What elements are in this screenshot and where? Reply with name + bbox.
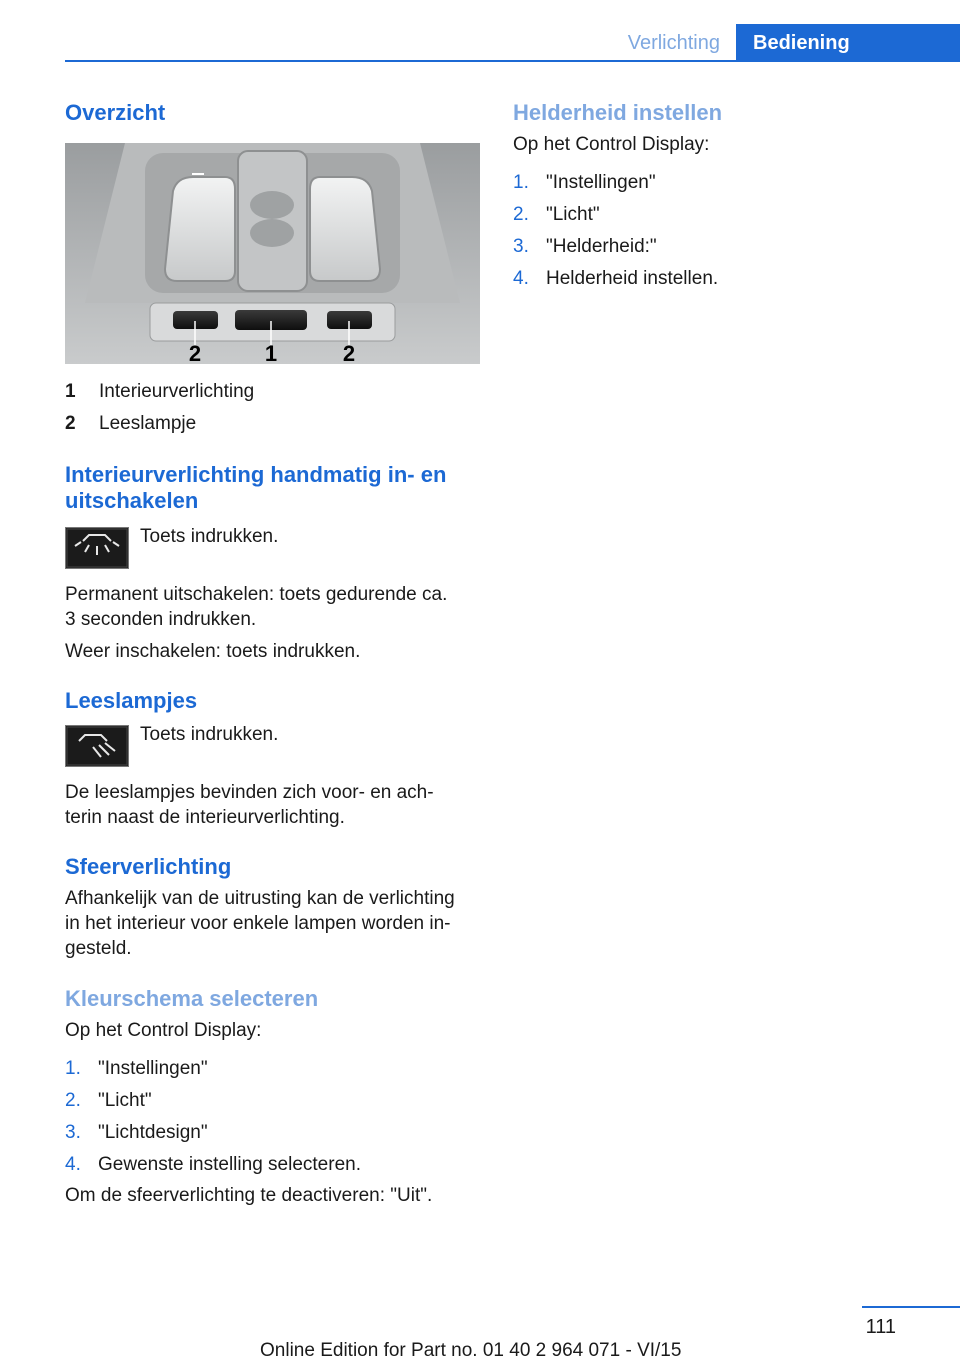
- step-text: "Instellingen": [98, 1058, 208, 1079]
- reading-light-button-icon: [65, 725, 129, 767]
- legend-text: Interieurverlichting: [99, 381, 255, 402]
- list-item: [513, 263, 929, 295]
- callout-right: 2: [342, 341, 356, 364]
- step-number: 3.: [65, 1122, 81, 1143]
- step-number: 1.: [513, 172, 529, 193]
- list-item: [65, 1117, 481, 1149]
- reading-lights-line1: De leeslampjes bevinden zich voor- en ach-: [65, 782, 434, 803]
- color-scheme-intro: Op het Control Display:: [65, 1020, 262, 1041]
- step-number: 4.: [65, 1154, 81, 1175]
- ambient-light-text: [65, 886, 481, 961]
- ambient-light-heading: Sfeerverlichting: [65, 854, 232, 879]
- legend-number: 2: [65, 413, 76, 434]
- legend-text: Leeslampje: [99, 413, 197, 434]
- edition-note: Online Edition for Part no. 01 40 2 964 071 - VI/15: [260, 1340, 682, 1361]
- reading-lights-text: [65, 780, 481, 830]
- list-item: [65, 1149, 481, 1181]
- color-scheme-heading: Kleurschema selecteren: [65, 986, 319, 1011]
- reading-light-button-row: [65, 725, 481, 767]
- permanent-off-text: [65, 582, 481, 632]
- step-text: "Licht": [98, 1090, 152, 1111]
- switch-on-text: Weer inschakelen: toets indrukken.: [65, 641, 361, 662]
- step-text: "Licht": [546, 204, 600, 225]
- legend-item: [65, 408, 481, 440]
- header-section-label: Verlichting: [627, 32, 720, 54]
- left-column: [65, 100, 481, 1208]
- brightness-heading: Helderheid instellen: [513, 100, 723, 125]
- page-number: 111: [865, 1316, 896, 1338]
- ambient-line3: gesteld.: [65, 938, 132, 959]
- interior-light-button-row: [65, 527, 481, 569]
- step-text: Helderheid instellen.: [546, 268, 719, 289]
- step-number: 4.: [513, 268, 529, 289]
- interior-light-button-icon: [65, 527, 129, 569]
- header-rule: [65, 60, 960, 62]
- list-item: [65, 1085, 481, 1117]
- permanent-off-line2: 3 seconden indrukken.: [65, 609, 257, 630]
- legend-item: [65, 376, 481, 408]
- color-scheme-outro: Om de sfeerverlichting te deactiveren: "Uit".: [65, 1185, 433, 1206]
- permanent-off-line1: Permanent uitschakelen: toets gedurende ca.: [65, 584, 448, 605]
- step-number: 1.: [65, 1058, 81, 1079]
- callout-left: 2: [188, 341, 202, 364]
- step-number: 2.: [65, 1090, 81, 1111]
- interior-light-instruction: Toets indrukken.: [140, 526, 279, 547]
- footer-rule: [862, 1306, 960, 1308]
- interior-light-heading-line1: Interieurverlichting handmatig in- en: [65, 462, 447, 487]
- callout-center: 1: [264, 341, 278, 364]
- brightness-steps: [513, 167, 929, 295]
- ceiling-console-photo: [65, 143, 480, 364]
- step-text: "Instellingen": [546, 172, 656, 193]
- photo-legend: [65, 376, 481, 440]
- reading-lights-heading: Leeslampjes: [65, 688, 198, 713]
- color-scheme-steps: [65, 1053, 481, 1181]
- step-number: 2.: [513, 204, 529, 225]
- legend-number: 1: [65, 381, 76, 402]
- overview-heading: Overzicht: [65, 100, 166, 125]
- step-number: 3.: [513, 236, 529, 257]
- list-item: [513, 231, 929, 263]
- list-item: [65, 1053, 481, 1085]
- interior-light-heading: [65, 462, 481, 514]
- ambient-line2: in het interieur voor enkele lampen worden in-: [65, 913, 451, 934]
- reading-lights-line2: terin naast de interieurverlichting.: [65, 807, 345, 828]
- reading-light-instruction: Toets indrukken.: [140, 724, 279, 745]
- right-column: [513, 100, 929, 295]
- list-item: [513, 199, 929, 231]
- step-text: Gewenste instelling selecteren.: [98, 1154, 361, 1175]
- step-text: "Lichtdesign": [98, 1122, 208, 1143]
- ambient-line1: Afhankelijk van de uitrusting kan de verlichting: [65, 888, 455, 909]
- step-text: "Helderheid:": [546, 236, 657, 257]
- header-tab-label: Bediening: [736, 24, 960, 62]
- brightness-intro: Op het Control Display:: [513, 134, 710, 155]
- interior-light-heading-line2: uitschakelen: [65, 488, 199, 513]
- list-item: [513, 167, 929, 199]
